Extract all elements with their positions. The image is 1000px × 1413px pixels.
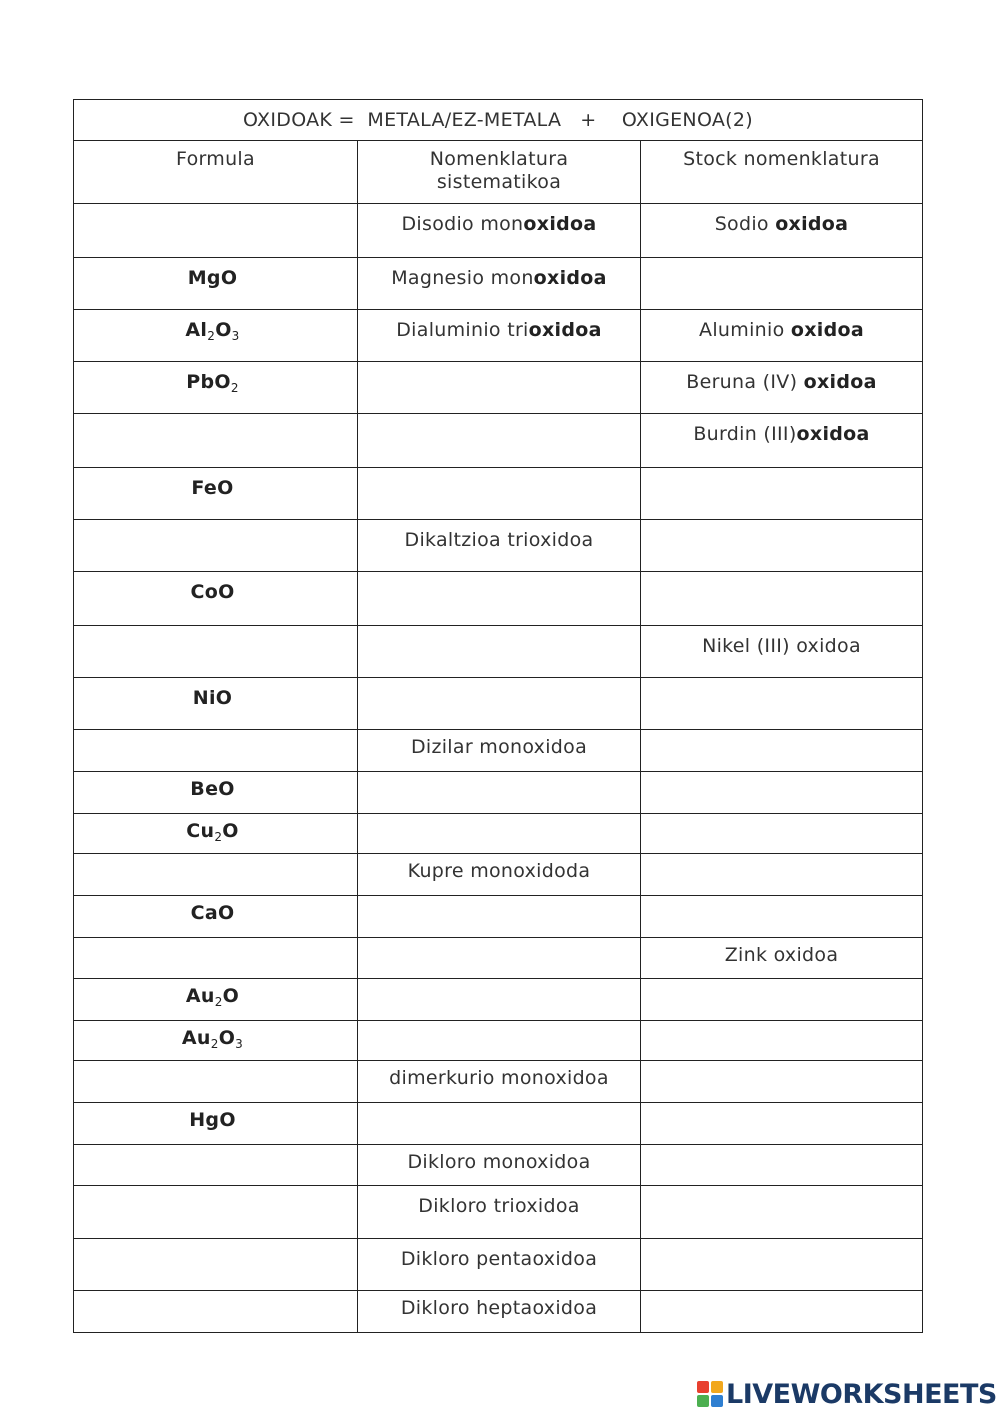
header-stock: Stock nomenklatura: [683, 148, 880, 170]
sys-cell[interactable]: [358, 896, 641, 938]
sys-value: [358, 572, 640, 581]
table-row: [74, 678, 923, 730]
formula-value: [74, 1186, 357, 1195]
stock-cell: [641, 204, 923, 258]
formula-value: [74, 979, 357, 1008]
formula-value: [74, 896, 357, 925]
stock-value: [641, 854, 922, 860]
formula-cell[interactable]: [74, 938, 358, 979]
stock-value: [641, 204, 922, 236]
stock-value: [641, 1239, 922, 1248]
stock-value: [641, 730, 922, 736]
sys-text-part: Dizilar monoxidoa: [410, 736, 588, 758]
formula-value: [74, 1145, 357, 1151]
sys-cell[interactable]: [358, 362, 641, 414]
worksheet-title-cell: [74, 100, 923, 141]
stock-value: [641, 979, 922, 985]
formula-cell: [74, 258, 358, 310]
sys-value: [358, 1239, 640, 1271]
stock-value: [641, 572, 922, 581]
stock-text-part: oxidoa: [803, 371, 877, 393]
stock-cell: [641, 938, 923, 979]
formula-text-part: 3: [235, 1037, 244, 1051]
sys-value: [358, 1021, 640, 1027]
stock-value: [641, 468, 922, 477]
formula-text-part: 2: [230, 381, 239, 395]
formula-value: [74, 678, 357, 710]
sys-text-part: Dikloro monoxidoa: [407, 1151, 591, 1173]
formula-text-part: HgO: [189, 1109, 236, 1131]
formula-text-part: O: [218, 1027, 236, 1049]
formula-text-part: 2: [210, 1037, 219, 1051]
sys-cell: [358, 310, 641, 362]
stock-value: [641, 1061, 922, 1067]
header-formula: Formula: [176, 148, 255, 170]
stock-cell: [641, 362, 923, 414]
sys-cell[interactable]: [358, 814, 641, 854]
sys-cell: [358, 520, 641, 572]
sys-value: [358, 258, 640, 290]
formula-cell: [74, 772, 358, 814]
formula-value: [74, 1103, 357, 1132]
table-row: [74, 1239, 923, 1291]
stock-cell[interactable]: [641, 1061, 923, 1103]
formula-text-part: BeO: [190, 778, 235, 800]
formula-cell: [74, 1103, 358, 1145]
sys-value: [358, 520, 640, 552]
sys-cell[interactable]: [358, 572, 641, 626]
stock-cell[interactable]: [641, 730, 923, 772]
stock-text-part: Aluminio: [699, 319, 791, 341]
sys-value: [358, 938, 640, 944]
sys-text-part: Dialuminio tri: [396, 319, 529, 341]
sys-text-part: oxidoa: [528, 319, 602, 341]
logo-mark-icon: [697, 1381, 723, 1407]
stock-text-part: oxidoa: [775, 213, 849, 235]
stock-value: [641, 1021, 922, 1027]
stock-cell[interactable]: [641, 1021, 923, 1061]
table-row: [74, 468, 923, 520]
stock-text-part: Sodio: [714, 213, 776, 235]
sys-text-part: Dikloro trioxidoa: [418, 1195, 580, 1217]
table-row: [74, 520, 923, 572]
logo-square-red: [697, 1381, 709, 1393]
formula-value: [74, 1021, 357, 1050]
sys-value: [358, 1103, 640, 1109]
formula-text-part: 2: [207, 329, 216, 343]
stock-value: [641, 414, 922, 446]
formula-cell: [74, 814, 358, 854]
formula-text-part: 2: [214, 830, 223, 844]
sys-cell[interactable]: [358, 678, 641, 730]
formula-cell: [74, 678, 358, 730]
table-row: [74, 1291, 923, 1333]
title-row: [74, 100, 923, 141]
formula-text-part: 2: [214, 995, 223, 1009]
sys-cell[interactable]: [358, 1021, 641, 1061]
sys-value: [358, 772, 640, 778]
sys-cell: [358, 1291, 641, 1333]
sys-cell[interactable]: [358, 772, 641, 814]
table-row: [74, 1061, 923, 1103]
header-systematic-cell: [358, 141, 641, 204]
formula-cell: [74, 468, 358, 520]
formula-value: [74, 1061, 357, 1067]
table-body: [74, 100, 923, 1333]
table-row: [74, 626, 923, 678]
formula-cell: [74, 1021, 358, 1061]
stock-cell[interactable]: [641, 520, 923, 572]
stock-cell[interactable]: [641, 896, 923, 938]
formula-cell: [74, 979, 358, 1021]
stock-text-part: Burdin (III): [693, 423, 797, 445]
table-row: [74, 814, 923, 854]
stock-text-part: oxidoa: [796, 423, 870, 445]
formula-cell[interactable]: [74, 520, 358, 572]
stock-cell[interactable]: [641, 814, 923, 854]
stock-cell[interactable]: [641, 572, 923, 626]
formula-text-part: CaO: [190, 902, 235, 924]
sys-text-part: Kupre monoxidoda: [407, 860, 591, 882]
formula-text-part: 3: [231, 329, 240, 343]
formula-value: [74, 520, 357, 529]
oxides-table: [73, 99, 923, 1333]
stock-text-part: Nikel (III) oxidoa: [702, 635, 861, 657]
stock-value: [641, 362, 922, 394]
sys-value: [358, 1145, 640, 1174]
stock-value: [641, 678, 922, 687]
sys-value: [358, 1061, 640, 1090]
stock-text-part: Beruna (IV): [686, 371, 804, 393]
table-row: [74, 362, 923, 414]
sys-value: [358, 468, 640, 477]
table-row: [74, 772, 923, 814]
sys-text-part: Dikaltzioa trioxidoa: [404, 529, 594, 551]
sys-text-part: oxidoa: [533, 267, 607, 289]
header-stock-cell: [641, 141, 923, 204]
formula-value: [74, 258, 357, 290]
stock-value: [641, 1186, 922, 1195]
stock-cell[interactable]: [641, 1239, 923, 1291]
stock-text-part: Zink oxidoa: [724, 944, 839, 966]
table-row: [74, 854, 923, 896]
stock-cell[interactable]: [641, 1186, 923, 1239]
formula-value: [74, 204, 357, 213]
sys-text-part: oxidoa: [523, 213, 597, 235]
table-row: [74, 204, 923, 258]
worksheet-title: OXIDOAK = METALA/EZ-METALA + OXIGENOA(2): [243, 109, 753, 131]
table-row: [74, 979, 923, 1021]
stock-value: [641, 258, 922, 267]
header-systematic: Nomenklatura sistematikoa: [429, 148, 569, 193]
sys-cell[interactable]: [358, 626, 641, 678]
formula-value: [74, 1239, 357, 1248]
sys-text-part: dimerkurio monoxidoa: [389, 1067, 609, 1089]
formula-text-part: MgO: [187, 267, 238, 289]
stock-cell[interactable]: [641, 772, 923, 814]
formula-cell[interactable]: [74, 1145, 358, 1186]
stock-value: [641, 310, 922, 342]
sys-cell: [358, 258, 641, 310]
sys-value: [358, 362, 640, 371]
stock-cell: [641, 626, 923, 678]
stock-cell[interactable]: [641, 1145, 923, 1186]
formula-text-part: Al: [185, 319, 208, 341]
formula-value: [74, 626, 357, 635]
formula-cell: [74, 896, 358, 938]
sys-value: [358, 626, 640, 635]
formula-cell[interactable]: [74, 1186, 358, 1239]
sys-value: [358, 678, 640, 687]
table-row: [74, 310, 923, 362]
formula-value: [74, 1291, 357, 1297]
sys-cell: [358, 854, 641, 896]
formula-value: [74, 468, 357, 500]
table-row: [74, 938, 923, 979]
stock-cell[interactable]: [641, 258, 923, 310]
formula-value: [74, 772, 357, 801]
sys-cell: [358, 1061, 641, 1103]
sys-cell: [358, 730, 641, 772]
sys-text-part: Dikloro heptaoxidoa: [400, 1297, 598, 1319]
stock-value: [641, 896, 922, 902]
stock-cell[interactable]: [641, 1291, 923, 1333]
stock-cell[interactable]: [641, 854, 923, 896]
table-row: [74, 1186, 923, 1239]
stock-cell[interactable]: [641, 468, 923, 520]
stock-value: [641, 1103, 922, 1109]
stock-text-part: oxidoa: [790, 319, 864, 341]
sys-cell[interactable]: [358, 938, 641, 979]
logo-square-blue: [711, 1395, 723, 1407]
sys-cell: [358, 1186, 641, 1239]
formula-text-part: O: [222, 985, 240, 1007]
stock-cell[interactable]: [641, 678, 923, 730]
table-row: [74, 572, 923, 626]
formula-cell[interactable]: [74, 204, 358, 258]
formula-value: [74, 414, 357, 423]
stock-cell: [641, 414, 923, 468]
header-formula-cell: [74, 141, 358, 204]
sys-value: [358, 979, 640, 985]
stock-value: [641, 938, 922, 967]
sys-text-part: Disodio mon: [401, 213, 524, 235]
sys-cell: [358, 1145, 641, 1186]
stock-value: [641, 1291, 922, 1297]
sys-cell[interactable]: [358, 979, 641, 1021]
sys-cell[interactable]: [358, 414, 641, 468]
formula-cell[interactable]: [74, 414, 358, 468]
sys-value: [358, 1291, 640, 1320]
sys-value: [358, 414, 640, 423]
formula-text-part: Au: [185, 985, 215, 1007]
sys-value: [358, 854, 640, 883]
stock-value: [641, 814, 922, 820]
stock-cell: [641, 310, 923, 362]
sys-cell: [358, 1239, 641, 1291]
sys-value: [358, 896, 640, 902]
formula-value: [74, 938, 357, 944]
formula-text-part: FeO: [191, 477, 234, 499]
sys-value: [358, 1186, 640, 1218]
stock-value: [641, 772, 922, 778]
formula-value: [74, 854, 357, 860]
formula-cell[interactable]: [74, 854, 358, 896]
sys-value: [358, 730, 640, 759]
formula-text-part: O: [222, 820, 239, 842]
table-row: [74, 258, 923, 310]
sys-value: [358, 204, 640, 236]
sys-value: [358, 814, 640, 820]
formula-text-part: Au: [181, 1027, 211, 1049]
stock-cell[interactable]: [641, 979, 923, 1021]
table-row: [74, 414, 923, 468]
formula-value: [74, 730, 357, 736]
formula-cell[interactable]: [74, 1061, 358, 1103]
formula-cell[interactable]: [74, 1291, 358, 1333]
logo-text: LIVEWORKSHEETS: [726, 1378, 997, 1410]
formula-text-part: PbO: [186, 371, 231, 393]
table-row: [74, 730, 923, 772]
formula-cell: [74, 310, 358, 362]
table-row: [74, 1145, 923, 1186]
formula-cell: [74, 572, 358, 626]
stock-value: [641, 1145, 922, 1151]
header-row: [74, 141, 923, 204]
formula-value: [74, 310, 357, 342]
table-row: [74, 1103, 923, 1145]
stock-value: [641, 626, 922, 658]
formula-value: [74, 572, 357, 604]
stock-value: [641, 520, 922, 529]
formula-cell[interactable]: [74, 1239, 358, 1291]
sys-value: [358, 310, 640, 342]
sys-text-part: Dikloro pentaoxidoa: [400, 1248, 598, 1270]
logo-square-orange: [711, 1381, 723, 1393]
liveworksheets-logo: [697, 1376, 997, 1412]
formula-text-part: Cu: [186, 820, 215, 842]
sys-cell[interactable]: [358, 468, 641, 520]
sys-cell: [358, 204, 641, 258]
formula-cell[interactable]: [74, 626, 358, 678]
formula-text-part: O: [215, 319, 232, 341]
formula-value: [74, 362, 357, 394]
formula-cell: [74, 362, 358, 414]
table-row: [74, 1021, 923, 1061]
formula-cell[interactable]: [74, 730, 358, 772]
sys-text-part: Magnesio mon: [391, 267, 534, 289]
formula-value: [74, 814, 357, 843]
logo-square-green: [697, 1395, 709, 1407]
formula-text-part: CoO: [190, 581, 235, 603]
stock-cell[interactable]: [641, 1103, 923, 1145]
table-row: [74, 896, 923, 938]
sys-cell[interactable]: [358, 1103, 641, 1145]
formula-text-part: NiO: [192, 687, 233, 709]
